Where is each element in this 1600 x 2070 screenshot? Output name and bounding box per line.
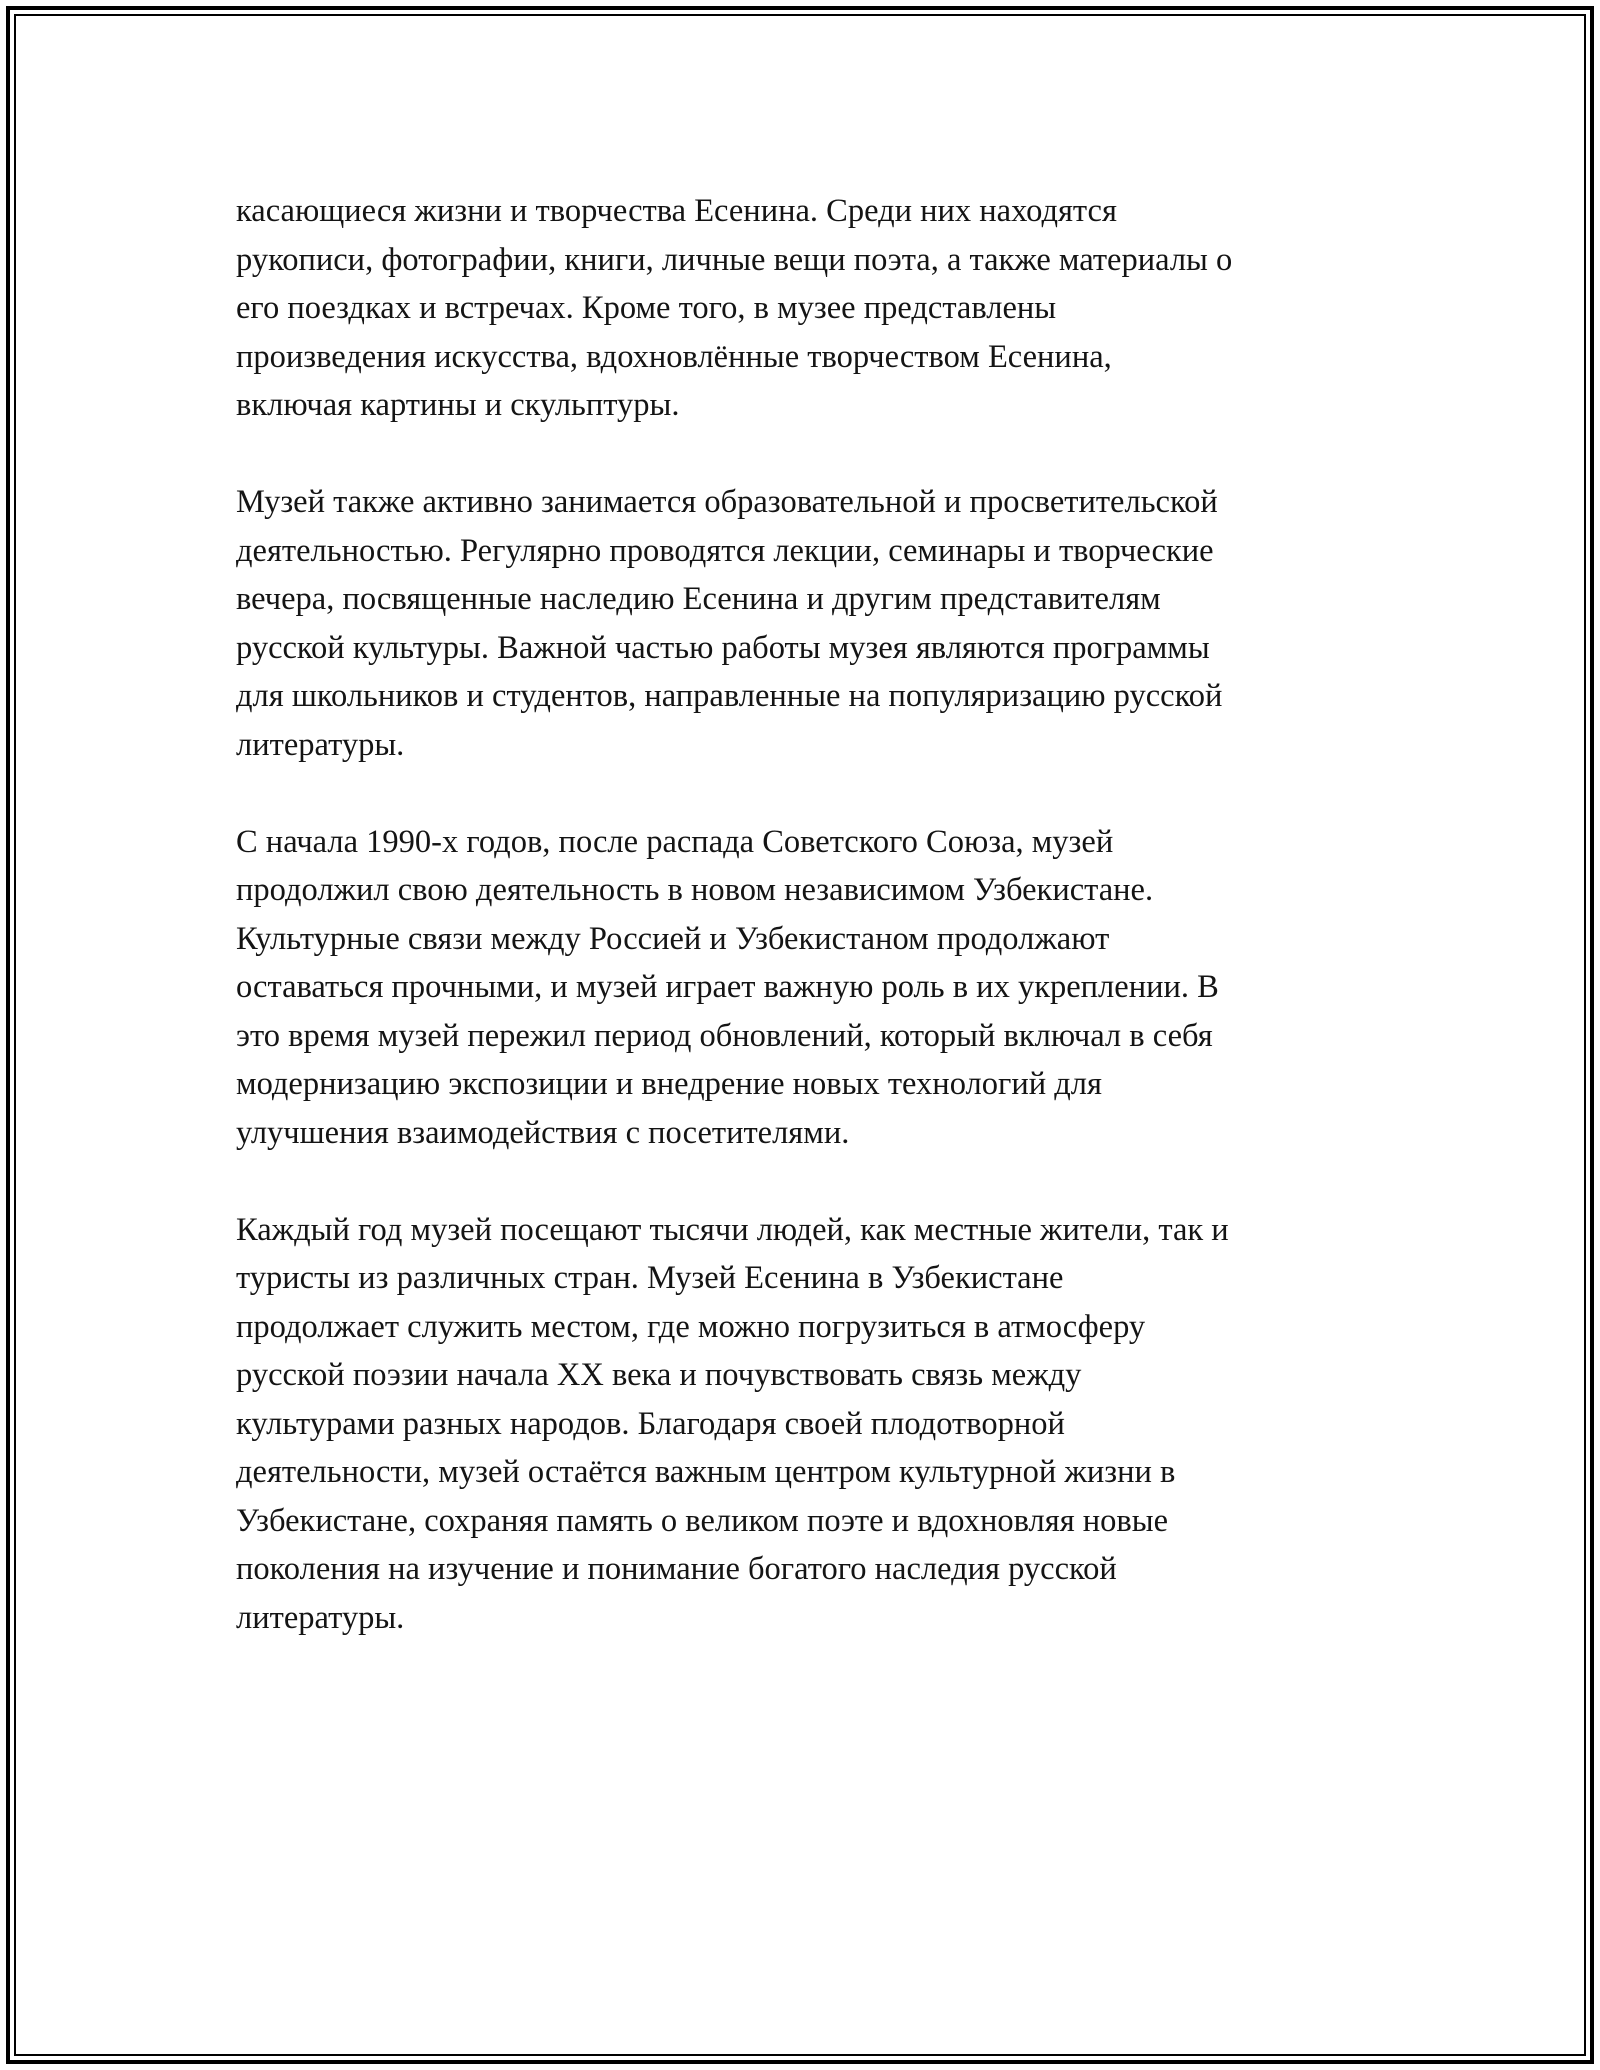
document-body <box>236 187 1376 1691</box>
paragraph-educational-activity: Музей также активно занимается образовательной и просветительской деятельностью. Регулярно проводятся лекции, семинары и творческие вечера, посвященные наследию Есенина и другим представителям русской культуры. Важной частью работы музея являются программы для школьников и студентов, направленные на популяризацию русской литературы. <box>236 484 1223 763</box>
paragraph-museum-collection: касающиеся жизни и творчества Есенина. Среди них находятся рукописи, фотографии, книги, личные вещи поэта, а также материалы о его поездках и встречах. Кроме того, в музее представлены произведения искусства, вдохновлённые творчеством Есенина, включая картины и скульптуры. <box>236 193 1233 423</box>
paragraph-visitors: Каждый год музей посещают тысячи людей, как местные жители, так и туристы из различных стран. Музей Есенина в Узбекистане продолжает служить местом, где можно погрузиться в атмосферу русской поэзии начала XX века и почувствовать связь между культурами разных народов. Благодаря своей плодотворной деятельности, музей остаётся важным центром культурной жизни в Узбекистане, сохраняя память о великом поэте и вдохновляя новые поколения на изучение и понимание богатого наследия русской литературы. <box>236 1211 1229 1636</box>
paragraph-post-soviet-period: С начала 1990-х годов, после распада Советского Союза, музей продолжил свою деятельность в новом независимом Узбекистане. Культурные связи между Россией и Узбекистаном продолжают оставаться прочными, и музей играет важную роль в их укреплении. В это время музей пережил период обновлений, который включал в себя модернизацию экспозиции и внедрение новых технологий для улучшения взаимодействия с посетителями. <box>236 823 1219 1151</box>
